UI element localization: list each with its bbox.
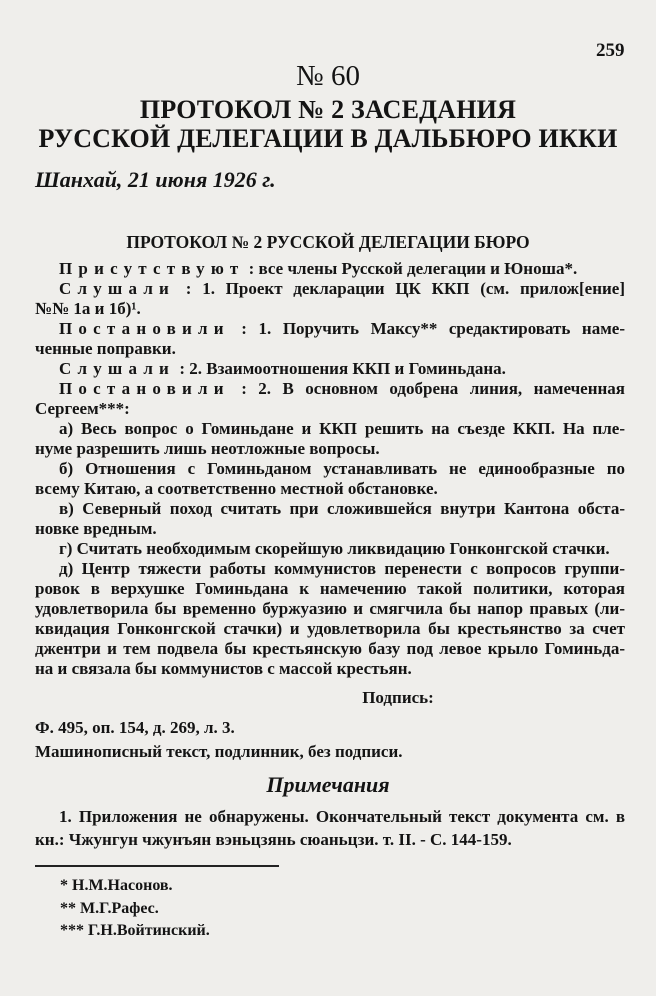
footnote-3: *** Г.Н.Войтинский. [60,922,210,939]
note-1-line-1: 1. Приложения не обнаружены. Окончательный текст документа см. в [59,807,625,826]
resolution-item-line: удовлетворила бы временно буржуазию и смягчила бы напор правых (ли- [35,599,625,618]
signature-label: Подпись: [362,688,434,707]
resolution-item-line: в) Северный поход считать при сложившейся внутри Кантона обста- [59,499,625,518]
footnotes [60,875,210,943]
resolution-item-line: новке вредным. [35,519,157,538]
resolution-item-line: нуме разрешить лишь неотложные вопросы. [35,439,380,458]
paragraph-resolved-2: Постановили : 2. В основном одобрена линия, намеченная [59,379,626,398]
paragraph-heard-2: Слушали : 2. Взаимоотношения ККП и Гоминьдана. [59,359,506,378]
subheading: ПРОТОКОЛ № 2 РУССКОЙ ДЕЛЕГАЦИИ БЮРО [126,232,530,252]
paragraph-resolved-1-cont: ченные поправки. [35,339,176,358]
archive-reference: Ф. 495, оп. 154, д. 269, л. 3. [35,718,235,737]
resolution-item-line: ровок в верхушке Гоминьдана к намечению такой политики, которая [35,579,625,598]
archive-info [35,716,403,764]
paragraph-resolved-2-cont: Сергеем***: [35,399,130,418]
document-number: № 60 [296,60,360,92]
paragraph-heard-1: Слушали : 1. Проект декларации ЦК ККП (см. прилож[ение] [59,279,625,298]
resolution-item-line: всему Китаю, а соответственно местной обстановке. [35,479,438,498]
paragraph-resolved-1: Постановили : 1. Поручить Максу** средактировать наме- [59,319,626,338]
place-date: Шанхай, 21 июня 1926 г. [35,167,276,192]
notes [35,805,625,851]
protocol-body [35,259,625,679]
footnote-1: * Н.М.Насонов. [60,877,173,894]
notes-title: Примечания [266,772,390,797]
paragraph-heard-1-cont: №№ 1а и 1б)¹. [35,299,141,318]
resolution-item-line: а) Весь вопрос о Гоминьдане и ККП решить на съезде ККП. На пле- [59,419,625,438]
note-1-line-2: кн.: Чжунгун чжунъян вэньцзянь сюаньцзи. т. II. - С. 144-159. [35,830,512,849]
document-title-line-2: РУССКОЙ ДЕЛЕГАЦИИ В ДАЛЬБЮРО ИККИ [38,124,618,153]
resolution-item-line: б) Отношения с Гоминьданом устанавливать не единообразные по [59,459,625,478]
document-title-line-1: ПРОТОКОЛ № 2 ЗАСЕДАНИЯ [139,95,517,124]
footnote-2: ** М.Г.Рафес. [60,899,159,917]
resolution-item-line: г) Считать необходимым скорейшую ликвидацию Гонконгской стачки. [59,539,610,558]
archive-description: Машинописный текст, подлинник, без подписи. [35,742,403,761]
label-present: Присутствуют [59,259,245,278]
resolution-items [35,419,625,679]
resolution-item-line: квидация Гонконгской стачки) и удовлетворила бы крестьянство за счет [35,619,625,638]
footnote-divider [35,865,279,867]
page-number: 259 [596,40,625,61]
resolution-item-line: на и связала бы коммунистов с массой крестьян. [35,659,412,678]
resolution-item-line: джентри и тем подвела бы крестьянскую базу под левое крыло Гоминьда- [35,639,625,658]
paragraph-present: Присутствуют : все члены Русской делегации и Юноша*. [59,259,578,278]
resolution-item-line: д) Центр тяжести работы коммунистов перенести с вопросов группи- [59,559,625,578]
